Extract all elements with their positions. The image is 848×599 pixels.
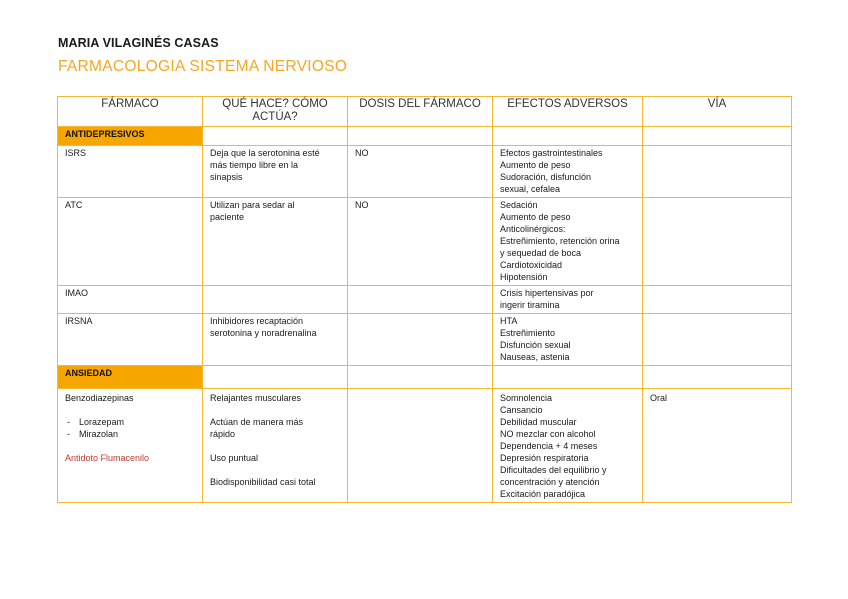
cell-dosis bbox=[348, 314, 493, 366]
cell-accion: Relajantes musculares Actúan de manera más rápido Uso puntual Biodisponibilidad casi total bbox=[203, 389, 348, 503]
cell-dosis bbox=[348, 389, 493, 503]
column-header-accion: QUÉ HACE? CÓMO ACTÚA? bbox=[203, 97, 348, 127]
section-label: ANSIEDAD bbox=[58, 366, 203, 389]
sub-drug-mirazolan: - Mirazolan bbox=[67, 429, 119, 439]
cell-accion: Utilizan para sedar al paciente bbox=[203, 198, 348, 286]
pharmacology-table bbox=[57, 96, 792, 503]
cell-accion bbox=[203, 286, 348, 314]
cell-efectos: Sedación Aumento de peso Anticolinérgicos: Estreñimiento, retención orina y sequedad de boca Cardiotoxicidad Hipotensión bbox=[493, 198, 643, 286]
cell-accion: Deja que la serotonina esté más tiempo libre en la sinapsis bbox=[203, 146, 348, 198]
column-header-via: VÍA bbox=[643, 97, 792, 127]
column-header-dosis: DOSIS DEL FÁRMACO bbox=[348, 97, 493, 127]
cell-dosis: NO bbox=[348, 146, 493, 198]
column-header-efectos: EFECTOS ADVERSOS bbox=[493, 97, 643, 127]
column-header-farmaco: FÁRMACO bbox=[58, 97, 203, 127]
cell-via bbox=[643, 314, 792, 366]
cell-farmaco: ISRS bbox=[58, 146, 203, 198]
cell-farmaco bbox=[58, 389, 203, 503]
antidote-note: Antidoto Flumacenilo bbox=[65, 453, 150, 463]
table-row-benzodiazepinas bbox=[58, 389, 792, 503]
cell-dosis bbox=[348, 286, 493, 314]
table-row-irsna bbox=[58, 314, 792, 366]
table-row-imao bbox=[58, 286, 792, 314]
cell-via bbox=[643, 146, 792, 198]
cell-dosis: NO bbox=[348, 198, 493, 286]
cell-farmaco: IMAO bbox=[58, 286, 203, 314]
sub-drug-lorazepam: - Lorazepam bbox=[67, 417, 125, 427]
cell-farmaco: IRSNA bbox=[58, 314, 203, 366]
cell-via bbox=[643, 198, 792, 286]
cell-efectos: Efectos gastrointestinales Aumento de peso Sudoración, disfunción sexual, cefalea bbox=[493, 146, 643, 198]
section-row-ansiedad bbox=[58, 366, 792, 389]
document-title: FARMACOLOGIA SISTEMA NERVIOSO bbox=[58, 58, 348, 75]
cell-farmaco: ATC bbox=[58, 198, 203, 286]
table-row-isrs bbox=[58, 146, 792, 198]
section-label: ANTIDEPRESIVOS bbox=[58, 127, 203, 146]
table-header-row bbox=[58, 97, 792, 127]
cell-via: Oral bbox=[643, 389, 792, 503]
cell-efectos: Somnolencia Cansancio Debilidad muscular NO mezclar con alcohol Dependencia + 4 meses Depresión respiratoria Dificultades del equilibrio y concentración y atención Excitación paradójica bbox=[493, 389, 643, 503]
table-row-atc bbox=[58, 198, 792, 286]
author-name: MARIA VILAGINÉS CASAS bbox=[58, 36, 219, 50]
cell-accion: Inhibidores recaptación serotonina y noradrenalina bbox=[203, 314, 348, 366]
cell-efectos: HTA Estreñimiento Disfunción sexual Nauseas, astenia bbox=[493, 314, 643, 366]
cell-via bbox=[643, 286, 792, 314]
drug-name: Benzodiazepinas bbox=[65, 393, 134, 403]
cell-efectos: Crisis hipertensivas por ingerir tiramina bbox=[493, 286, 643, 314]
section-row-antidepresivos bbox=[58, 127, 792, 146]
